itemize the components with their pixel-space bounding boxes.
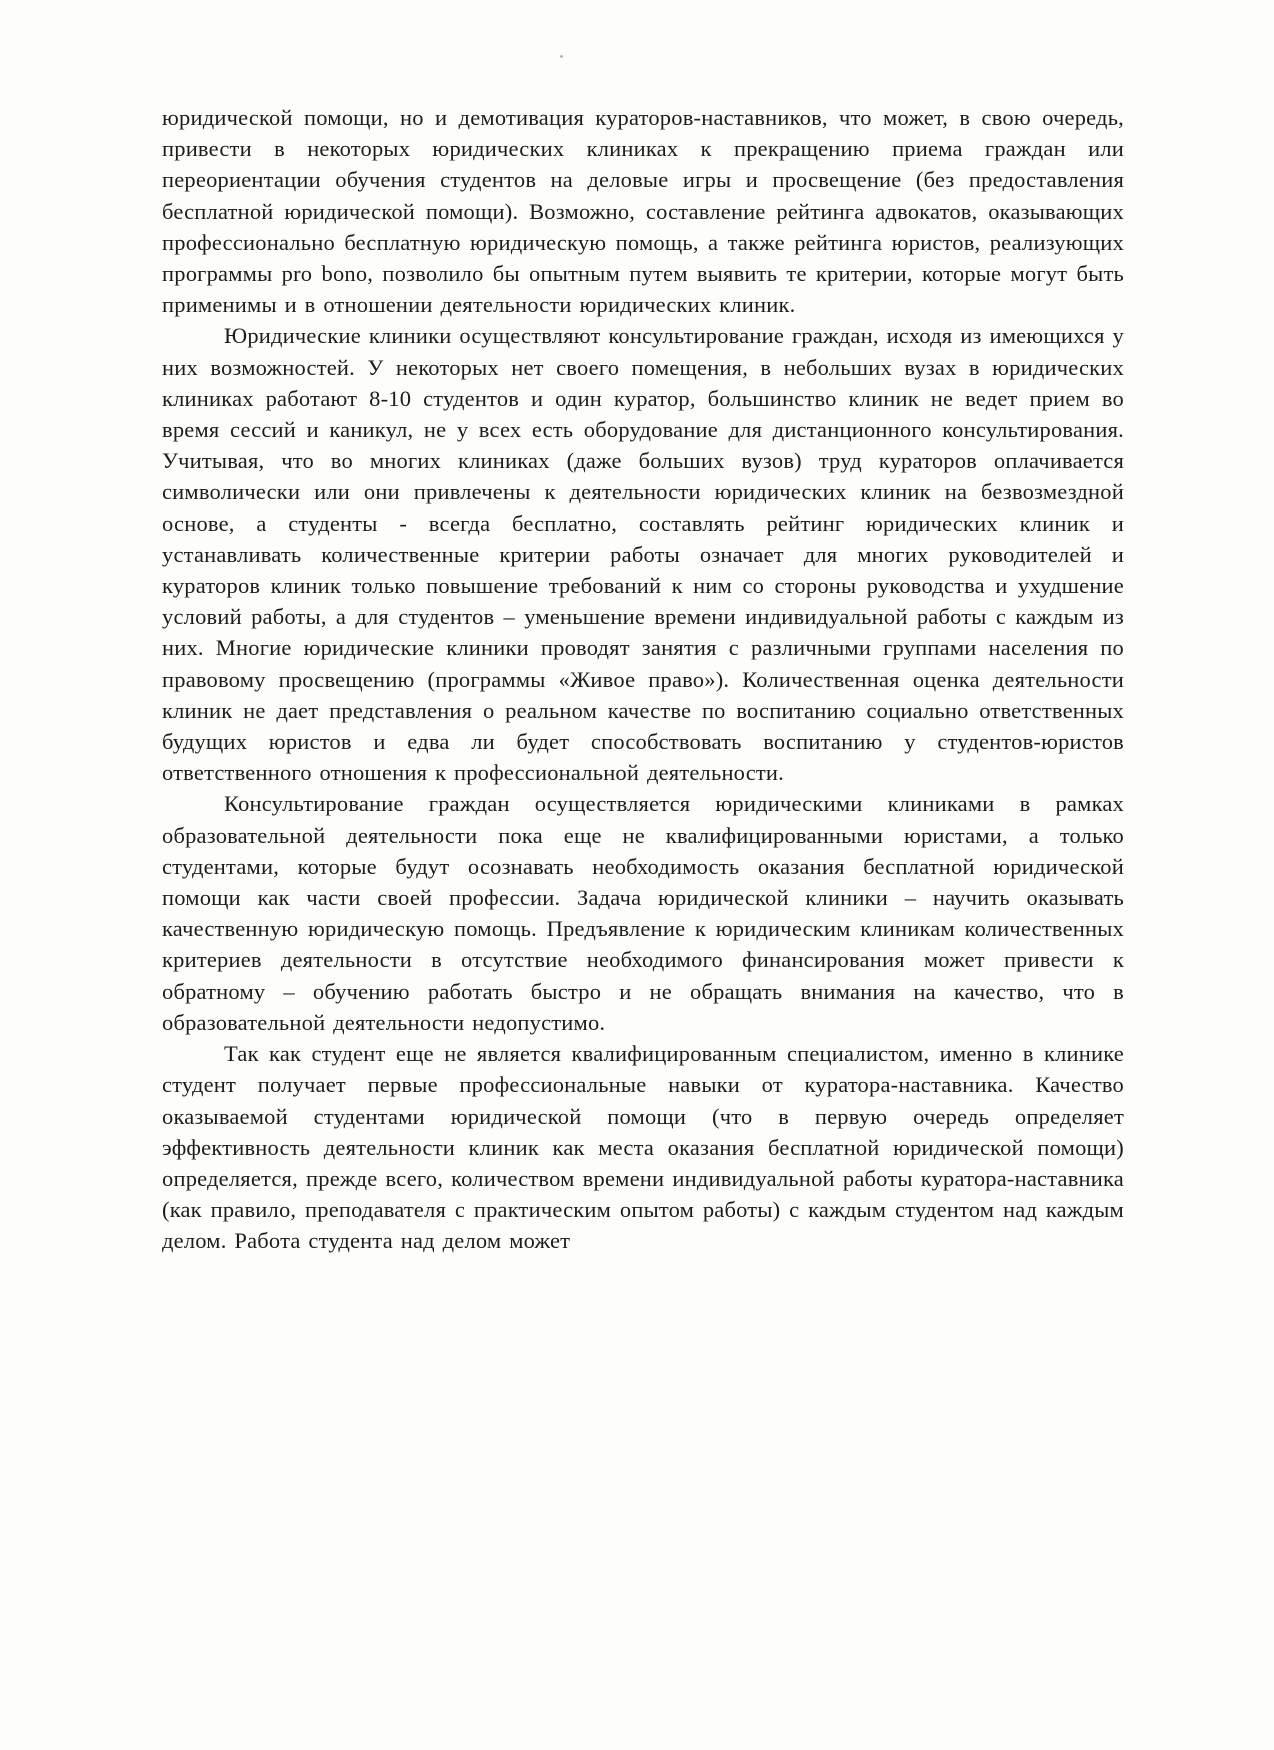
paragraph: Юридические клиники осуществляют консультирование граждан, исходя из имеющихся у них возможностей. У некоторых нет своего помещения, в небольших вузах в юридических клиниках работают 8-10 студентов и один куратор, большинство клиник не ведет прием во время сессий и каникул, не у всех есть оборудование для дистанционного консультирования. Учитывая, что во многих клиниках (даже больших вузов) труд кураторов оплачивается символически или они привлечены к деятельности юридических клиник на безвозмездной основе, а студенты - всегда бесплатно, составлять рейтинг юридических клиник и устанавливать количественные критерии работы означает для многих руководителей и кураторов клиник только повышение требований к ним со стороны руководства и ухудшение условий работы, а для студентов – уменьшение времени индивидуальной работы с каждым из них. Многие юридические клиники проводят занятия с различными группами населения по правовому просвещению (программы «Живое право»). Количественная оценка деятельности клиник не дает представления о реальном качестве по воспитанию социально ответственных будущих юристов и едва ли будет способствовать воспитанию у студентов-юристов ответственного отношения к профессиональной деятельности. xyxy=(162,323,1124,786)
paragraph: Консультирование граждан осуществляется юридическими клиниками в рамках образовательной деятельности пока еще не квалифицированными юристами, а только студентами, которые будут осознавать необходимость оказания бесплатной юридической помощи как части своей профессии. Задача юридической клиники – научить оказывать качественную юридическую помощь. Предъявление к юридическим клиникам количественных критериев деятельности в отсутствие необходимого финансирования может привести к обратному – обучению работать быстро и не обращать внимания на качество, что в образовательной деятельности недопустимо. xyxy=(162,791,1124,1035)
paragraph-continuation: юридической помощи, но и демотивация кураторов-наставников, что может, в свою очередь, привести в некоторых юридических клиниках к прекращению приема граждан или переориентации обучения студентов на деловые игры и просвещение (без предоставления бесплатной юридической помощи). Возможно, составление рейтинга адвокатов, оказывающих профессионально бесплатную юридическую помощь, а также рейтинга юристов, реализующих программы pro bono, позволило бы опытным путем выявить те критерии, которые могут быть применимы и в отношении деятельности юридических клиник. xyxy=(162,105,1124,318)
text-block xyxy=(162,102,1124,1257)
scan-speck xyxy=(560,55,563,58)
paragraph: Так как студент еще не является квалифицированным специалистом, именно в клинике студент получает первые профессиональные навыки от куратора-наставника. Качество оказываемой студентами юридической помощи (что в первую очередь определяет эффективность деятельности клиник как места оказания бесплатной юридической помощи) определяется, прежде всего, количеством времени индивидуальной работы куратора-наставника (как правило, преподавателя с практическим опытом работы) с каждым студентом над каждым делом. Работа студента над делом может xyxy=(162,1041,1124,1254)
